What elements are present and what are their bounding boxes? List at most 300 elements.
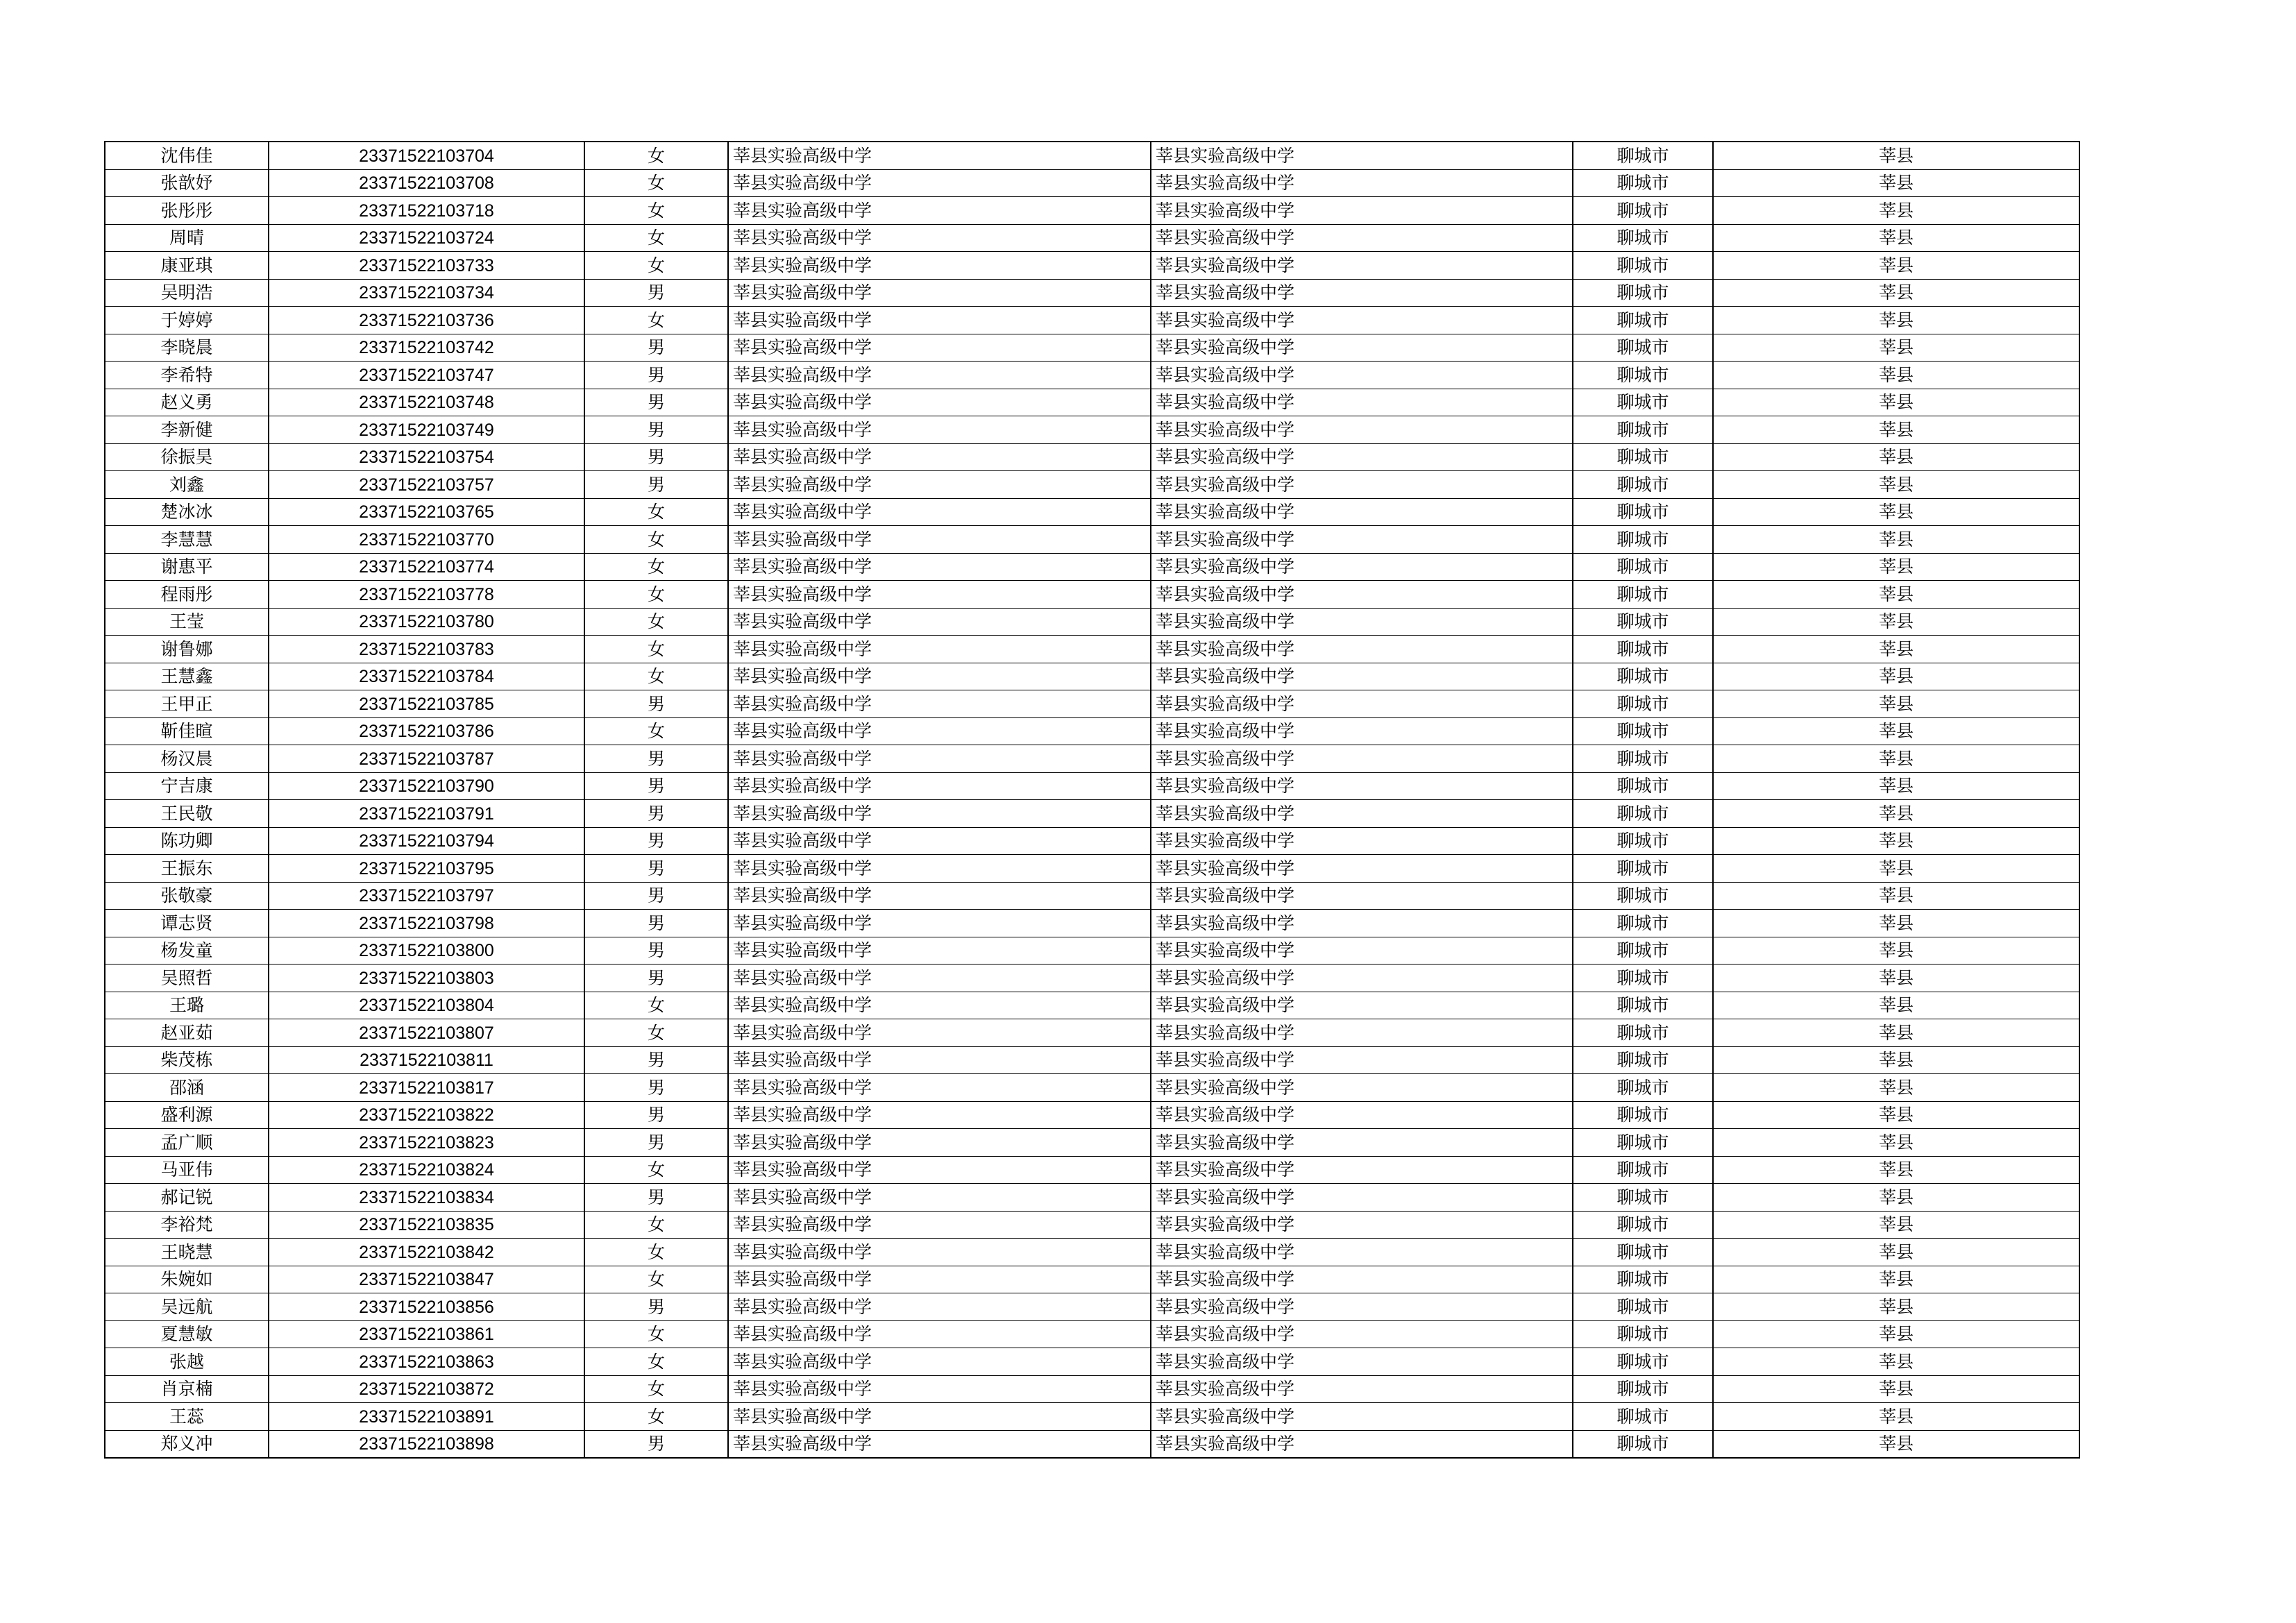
school-cell: 莘县实验高级中学 <box>728 1019 1151 1047</box>
gender-cell: 女 <box>584 1375 728 1403</box>
school-cell: 莘县实验高级中学 <box>728 636 1151 663</box>
table-row <box>105 745 2079 773</box>
student-name-cell: 杨发童 <box>105 937 269 965</box>
table-row <box>105 1156 2079 1184</box>
student-name-cell: 李新健 <box>105 416 269 444</box>
school-cell: 莘县实验高级中学 <box>728 1101 1151 1129</box>
student-name-cell: 王晓慧 <box>105 1239 269 1266</box>
school-cell: 莘县实验高级中学 <box>728 142 1151 169</box>
registration-unit-cell: 莘县实验高级中学 <box>1151 553 1573 581</box>
table-row <box>105 362 2079 389</box>
gender-cell: 男 <box>584 1046 728 1074</box>
school-cell: 莘县实验高级中学 <box>728 553 1151 581</box>
county-cell: 莘县 <box>1713 252 2079 280</box>
table-row <box>105 663 2079 690</box>
exam-id-cell: 23371522103797 <box>269 882 584 910</box>
gender-cell: 男 <box>584 855 728 883</box>
student-name-cell: 张歆妤 <box>105 169 269 197</box>
exam-id-cell: 23371522103842 <box>269 1239 584 1266</box>
gender-cell: 男 <box>584 937 728 965</box>
city-cell: 聊城市 <box>1573 882 1713 910</box>
city-cell: 聊城市 <box>1573 279 1713 307</box>
school-cell: 莘县实验高级中学 <box>728 498 1151 526</box>
student-name-cell: 吴照哲 <box>105 965 269 992</box>
city-cell: 聊城市 <box>1573 1046 1713 1074</box>
exam-id-cell: 23371522103734 <box>269 279 584 307</box>
gender-cell: 女 <box>584 553 728 581</box>
table-row <box>105 1184 2079 1212</box>
county-cell: 莘县 <box>1713 443 2079 471</box>
registration-unit-cell: 莘县实验高级中学 <box>1151 1156 1573 1184</box>
registration-unit-cell: 莘县实验高级中学 <box>1151 526 1573 554</box>
city-cell: 聊城市 <box>1573 1129 1713 1157</box>
county-cell: 莘县 <box>1713 855 2079 883</box>
registration-unit-cell: 莘县实验高级中学 <box>1151 1293 1573 1321</box>
gender-cell: 女 <box>584 1019 728 1047</box>
city-cell: 聊城市 <box>1573 855 1713 883</box>
exam-id-cell: 23371522103861 <box>269 1320 584 1348</box>
table-row <box>105 1239 2079 1266</box>
city-cell: 聊城市 <box>1573 690 1713 718</box>
exam-id-cell: 23371522103822 <box>269 1101 584 1129</box>
student-name-cell: 靳佳暄 <box>105 717 269 745</box>
gender-cell: 女 <box>584 663 728 690</box>
registration-unit-cell: 莘县实验高级中学 <box>1151 1211 1573 1239</box>
exam-id-cell: 23371522103811 <box>269 1046 584 1074</box>
exam-id-cell: 23371522103749 <box>269 416 584 444</box>
gender-cell: 女 <box>584 636 728 663</box>
county-cell: 莘县 <box>1713 1348 2079 1376</box>
student-name-cell: 于婷婷 <box>105 307 269 334</box>
city-cell: 聊城市 <box>1573 307 1713 334</box>
school-cell: 莘县实验高级中学 <box>728 827 1151 855</box>
roster-body <box>105 142 2079 1458</box>
city-cell: 聊城市 <box>1573 745 1713 773</box>
county-cell: 莘县 <box>1713 1184 2079 1212</box>
table-row <box>105 498 2079 526</box>
student-name-cell: 陈功卿 <box>105 827 269 855</box>
school-cell: 莘县实验高级中学 <box>728 1320 1151 1348</box>
county-cell: 莘县 <box>1713 1101 2079 1129</box>
city-cell: 聊城市 <box>1573 389 1713 416</box>
county-cell: 莘县 <box>1713 827 2079 855</box>
school-cell: 莘县实验高级中学 <box>728 362 1151 389</box>
school-cell: 莘县实验高级中学 <box>728 581 1151 609</box>
registration-unit-cell: 莘县实验高级中学 <box>1151 307 1573 334</box>
registration-unit-cell: 莘县实验高级中学 <box>1151 1266 1573 1293</box>
county-cell: 莘县 <box>1713 581 2079 609</box>
county-cell: 莘县 <box>1713 663 2079 690</box>
city-cell: 聊城市 <box>1573 197 1713 225</box>
student-name-cell: 李希特 <box>105 362 269 389</box>
student-name-cell: 盛利源 <box>105 1101 269 1129</box>
registration-unit-cell: 莘县实验高级中学 <box>1151 1320 1573 1348</box>
school-cell: 莘县实验高级中学 <box>728 526 1151 554</box>
city-cell: 聊城市 <box>1573 1293 1713 1321</box>
county-cell: 莘县 <box>1713 937 2079 965</box>
county-cell: 莘县 <box>1713 416 2079 444</box>
table-row <box>105 1293 2079 1321</box>
school-cell: 莘县实验高级中学 <box>728 992 1151 1019</box>
exam-id-cell: 23371522103780 <box>269 608 584 636</box>
school-cell: 莘县实验高级中学 <box>728 307 1151 334</box>
gender-cell: 女 <box>584 498 728 526</box>
school-cell: 莘县实验高级中学 <box>728 1348 1151 1376</box>
table-row <box>105 992 2079 1019</box>
school-cell: 莘县实验高级中学 <box>728 608 1151 636</box>
city-cell: 聊城市 <box>1573 416 1713 444</box>
city-cell: 聊城市 <box>1573 581 1713 609</box>
county-cell: 莘县 <box>1713 1019 2079 1047</box>
city-cell: 聊城市 <box>1573 1211 1713 1239</box>
exam-id-cell: 23371522103803 <box>269 965 584 992</box>
registration-unit-cell: 莘县实验高级中学 <box>1151 608 1573 636</box>
registration-unit-cell: 莘县实验高级中学 <box>1151 882 1573 910</box>
table-row <box>105 1211 2079 1239</box>
county-cell: 莘县 <box>1713 334 2079 362</box>
county-cell: 莘县 <box>1713 745 2079 773</box>
school-cell: 莘县实验高级中学 <box>728 1375 1151 1403</box>
city-cell: 聊城市 <box>1573 334 1713 362</box>
school-cell: 莘县实验高级中学 <box>728 224 1151 252</box>
student-name-cell: 王慧鑫 <box>105 663 269 690</box>
registration-unit-cell: 莘县实验高级中学 <box>1151 1101 1573 1129</box>
student-name-cell: 周晴 <box>105 224 269 252</box>
school-cell: 莘县实验高级中学 <box>728 334 1151 362</box>
registration-unit-cell: 莘县实验高级中学 <box>1151 389 1573 416</box>
exam-id-cell: 23371522103770 <box>269 526 584 554</box>
table-row <box>105 416 2079 444</box>
county-cell: 莘县 <box>1713 224 2079 252</box>
table-row <box>105 937 2079 965</box>
school-cell: 莘县实验高级中学 <box>728 800 1151 828</box>
gender-cell: 男 <box>584 1430 728 1458</box>
student-name-cell: 孟广顺 <box>105 1129 269 1157</box>
gender-cell: 男 <box>584 362 728 389</box>
table-row <box>105 882 2079 910</box>
table-row <box>105 1101 2079 1129</box>
gender-cell: 男 <box>584 389 728 416</box>
student-name-cell: 谢惠平 <box>105 553 269 581</box>
student-name-cell: 李慧慧 <box>105 526 269 554</box>
city-cell: 聊城市 <box>1573 1101 1713 1129</box>
county-cell: 莘县 <box>1713 1156 2079 1184</box>
registration-unit-cell: 莘县实验高级中学 <box>1151 910 1573 937</box>
gender-cell: 女 <box>584 608 728 636</box>
school-cell: 莘县实验高级中学 <box>728 1266 1151 1293</box>
exam-id-cell: 23371522103898 <box>269 1430 584 1458</box>
student-name-cell: 杨汉晨 <box>105 745 269 773</box>
exam-id-cell: 23371522103824 <box>269 1156 584 1184</box>
gender-cell: 女 <box>584 197 728 225</box>
gender-cell: 男 <box>584 279 728 307</box>
registration-unit-cell: 莘县实验高级中学 <box>1151 717 1573 745</box>
gender-cell: 女 <box>584 1320 728 1348</box>
gender-cell: 女 <box>584 307 728 334</box>
registration-unit-cell: 莘县实验高级中学 <box>1151 663 1573 690</box>
county-cell: 莘县 <box>1713 498 2079 526</box>
exam-id-cell: 23371522103748 <box>269 389 584 416</box>
county-cell: 莘县 <box>1713 1046 2079 1074</box>
county-cell: 莘县 <box>1713 717 2079 745</box>
county-cell: 莘县 <box>1713 307 2079 334</box>
exam-id-cell: 23371522103835 <box>269 1211 584 1239</box>
gender-cell: 女 <box>584 224 728 252</box>
exam-id-cell: 23371522103787 <box>269 745 584 773</box>
registration-unit-cell: 莘县实验高级中学 <box>1151 1074 1573 1102</box>
registration-unit-cell: 莘县实验高级中学 <box>1151 992 1573 1019</box>
exam-id-cell: 23371522103754 <box>269 443 584 471</box>
city-cell: 聊城市 <box>1573 1430 1713 1458</box>
gender-cell: 女 <box>584 992 728 1019</box>
city-cell: 聊城市 <box>1573 443 1713 471</box>
student-name-cell: 徐振昊 <box>105 443 269 471</box>
county-cell: 莘县 <box>1713 800 2079 828</box>
registration-unit-cell: 莘县实验高级中学 <box>1151 362 1573 389</box>
exam-id-cell: 23371522103786 <box>269 717 584 745</box>
gender-cell: 女 <box>584 1239 728 1266</box>
county-cell: 莘县 <box>1713 553 2079 581</box>
city-cell: 聊城市 <box>1573 1156 1713 1184</box>
gender-cell: 男 <box>584 1129 728 1157</box>
city-cell: 聊城市 <box>1573 1074 1713 1102</box>
school-cell: 莘县实验高级中学 <box>728 745 1151 773</box>
exam-id-cell: 23371522103863 <box>269 1348 584 1376</box>
city-cell: 聊城市 <box>1573 1266 1713 1293</box>
city-cell: 聊城市 <box>1573 1320 1713 1348</box>
student-name-cell: 王璐 <box>105 992 269 1019</box>
table-row <box>105 526 2079 554</box>
city-cell: 聊城市 <box>1573 636 1713 663</box>
county-cell: 莘县 <box>1713 690 2079 718</box>
city-cell: 聊城市 <box>1573 1019 1713 1047</box>
school-cell: 莘县实验高级中学 <box>728 1074 1151 1102</box>
county-cell: 莘县 <box>1713 1375 2079 1403</box>
table-row <box>105 1019 2079 1047</box>
school-cell: 莘县实验高级中学 <box>728 1046 1151 1074</box>
gender-cell: 女 <box>584 1156 728 1184</box>
gender-cell: 男 <box>584 334 728 362</box>
gender-cell: 男 <box>584 471 728 499</box>
county-cell: 莘县 <box>1713 1403 2079 1431</box>
table-row <box>105 1430 2079 1458</box>
registration-unit-cell: 莘县实验高级中学 <box>1151 197 1573 225</box>
student-name-cell: 李晓晨 <box>105 334 269 362</box>
table-row <box>105 608 2079 636</box>
county-cell: 莘县 <box>1713 1129 2079 1157</box>
gender-cell: 男 <box>584 772 728 800</box>
table-row <box>105 307 2079 334</box>
school-cell: 莘县实验高级中学 <box>728 1403 1151 1431</box>
table-row <box>105 772 2079 800</box>
registration-unit-cell: 莘县实验高级中学 <box>1151 965 1573 992</box>
city-cell: 聊城市 <box>1573 142 1713 169</box>
table-row <box>105 1266 2079 1293</box>
table-row <box>105 443 2079 471</box>
registration-unit-cell: 莘县实验高级中学 <box>1151 1348 1573 1376</box>
county-cell: 莘县 <box>1713 608 2079 636</box>
school-cell: 莘县实验高级中学 <box>728 1129 1151 1157</box>
exam-id-cell: 23371522103747 <box>269 362 584 389</box>
county-cell: 莘县 <box>1713 197 2079 225</box>
table-row <box>105 224 2079 252</box>
gender-cell: 男 <box>584 965 728 992</box>
exam-id-cell: 23371522103834 <box>269 1184 584 1212</box>
table-row <box>105 1046 2079 1074</box>
gender-cell: 女 <box>584 1348 728 1376</box>
exam-id-cell: 23371522103795 <box>269 855 584 883</box>
exam-id-cell: 23371522103736 <box>269 307 584 334</box>
gender-cell: 男 <box>584 690 728 718</box>
student-name-cell: 吴远航 <box>105 1293 269 1321</box>
city-cell: 聊城市 <box>1573 471 1713 499</box>
student-name-cell: 谢鲁娜 <box>105 636 269 663</box>
student-name-cell: 王甲正 <box>105 690 269 718</box>
table-row <box>105 1074 2079 1102</box>
registration-unit-cell: 莘县实验高级中学 <box>1151 937 1573 965</box>
registration-unit-cell: 莘县实验高级中学 <box>1151 1430 1573 1458</box>
school-cell: 莘县实验高级中学 <box>728 197 1151 225</box>
gender-cell: 女 <box>584 142 728 169</box>
city-cell: 聊城市 <box>1573 252 1713 280</box>
county-cell: 莘县 <box>1713 1320 2079 1348</box>
table-row <box>105 169 2079 197</box>
exam-id-cell: 23371522103783 <box>269 636 584 663</box>
county-cell: 莘县 <box>1713 992 2079 1019</box>
exam-id-cell: 23371522103807 <box>269 1019 584 1047</box>
student-name-cell: 王民敬 <box>105 800 269 828</box>
school-cell: 莘县实验高级中学 <box>728 855 1151 883</box>
student-roster-table <box>104 141 2080 1459</box>
city-cell: 聊城市 <box>1573 224 1713 252</box>
registration-unit-cell: 莘县实验高级中学 <box>1151 279 1573 307</box>
registration-unit-cell: 莘县实验高级中学 <box>1151 224 1573 252</box>
exam-id-cell: 23371522103804 <box>269 992 584 1019</box>
table-row <box>105 636 2079 663</box>
student-name-cell: 沈伟佳 <box>105 142 269 169</box>
exam-id-cell: 23371522103817 <box>269 1074 584 1102</box>
registration-unit-cell: 莘县实验高级中学 <box>1151 169 1573 197</box>
county-cell: 莘县 <box>1713 882 2079 910</box>
exam-id-cell: 23371522103704 <box>269 142 584 169</box>
exam-id-cell: 23371522103778 <box>269 581 584 609</box>
city-cell: 聊城市 <box>1573 772 1713 800</box>
city-cell: 聊城市 <box>1573 526 1713 554</box>
table-row <box>105 1348 2079 1376</box>
table-row <box>105 965 2079 992</box>
registration-unit-cell: 莘县实验高级中学 <box>1151 471 1573 499</box>
student-name-cell: 康亚琪 <box>105 252 269 280</box>
exam-id-cell: 23371522103798 <box>269 910 584 937</box>
city-cell: 聊城市 <box>1573 498 1713 526</box>
city-cell: 聊城市 <box>1573 827 1713 855</box>
city-cell: 聊城市 <box>1573 608 1713 636</box>
gender-cell: 男 <box>584 443 728 471</box>
table-row <box>105 471 2079 499</box>
gender-cell: 男 <box>584 1074 728 1102</box>
table-row <box>105 690 2079 718</box>
table-row <box>105 910 2079 937</box>
school-cell: 莘县实验高级中学 <box>728 1184 1151 1212</box>
registration-unit-cell: 莘县实验高级中学 <box>1151 855 1573 883</box>
table-row <box>105 1129 2079 1157</box>
student-name-cell: 吴明浩 <box>105 279 269 307</box>
student-name-cell: 程雨彤 <box>105 581 269 609</box>
table-row <box>105 1320 2079 1348</box>
student-name-cell: 李裕梵 <box>105 1211 269 1239</box>
registration-unit-cell: 莘县实验高级中学 <box>1151 1019 1573 1047</box>
school-cell: 莘县实验高级中学 <box>728 937 1151 965</box>
student-name-cell: 马亚伟 <box>105 1156 269 1184</box>
registration-unit-cell: 莘县实验高级中学 <box>1151 1184 1573 1212</box>
gender-cell: 男 <box>584 1293 728 1321</box>
exam-id-cell: 23371522103847 <box>269 1266 584 1293</box>
gender-cell: 男 <box>584 416 728 444</box>
county-cell: 莘县 <box>1713 362 2079 389</box>
student-name-cell: 王蕊 <box>105 1403 269 1431</box>
exam-id-cell: 23371522103718 <box>269 197 584 225</box>
school-cell: 莘县实验高级中学 <box>728 252 1151 280</box>
gender-cell: 女 <box>584 581 728 609</box>
city-cell: 聊城市 <box>1573 717 1713 745</box>
city-cell: 聊城市 <box>1573 992 1713 1019</box>
registration-unit-cell: 莘县实验高级中学 <box>1151 690 1573 718</box>
gender-cell: 男 <box>584 910 728 937</box>
county-cell: 莘县 <box>1713 910 2079 937</box>
school-cell: 莘县实验高级中学 <box>728 416 1151 444</box>
city-cell: 聊城市 <box>1573 1375 1713 1403</box>
gender-cell: 女 <box>584 252 728 280</box>
county-cell: 莘县 <box>1713 169 2079 197</box>
school-cell: 莘县实验高级中学 <box>728 1293 1151 1321</box>
county-cell: 莘县 <box>1713 1293 2079 1321</box>
exam-id-cell: 23371522103872 <box>269 1375 584 1403</box>
exam-id-cell: 23371522103823 <box>269 1129 584 1157</box>
gender-cell: 女 <box>584 1211 728 1239</box>
gender-cell: 男 <box>584 800 728 828</box>
city-cell: 聊城市 <box>1573 1348 1713 1376</box>
city-cell: 聊城市 <box>1573 553 1713 581</box>
registration-unit-cell: 莘县实验高级中学 <box>1151 443 1573 471</box>
student-name-cell: 刘鑫 <box>105 471 269 499</box>
school-cell: 莘县实验高级中学 <box>728 1156 1151 1184</box>
school-cell: 莘县实验高级中学 <box>728 965 1151 992</box>
county-cell: 莘县 <box>1713 636 2079 663</box>
registration-unit-cell: 莘县实验高级中学 <box>1151 1375 1573 1403</box>
registration-unit-cell: 莘县实验高级中学 <box>1151 1403 1573 1431</box>
county-cell: 莘县 <box>1713 1430 2079 1458</box>
exam-id-cell: 23371522103757 <box>269 471 584 499</box>
student-name-cell: 张彤彤 <box>105 197 269 225</box>
exam-id-cell: 23371522103765 <box>269 498 584 526</box>
registration-unit-cell: 莘县实验高级中学 <box>1151 1239 1573 1266</box>
student-name-cell: 夏慧敏 <box>105 1320 269 1348</box>
table-row <box>105 197 2079 225</box>
county-cell: 莘县 <box>1713 142 2079 169</box>
school-cell: 莘县实验高级中学 <box>728 910 1151 937</box>
student-name-cell: 赵亚茹 <box>105 1019 269 1047</box>
city-cell: 聊城市 <box>1573 800 1713 828</box>
exam-id-cell: 23371522103708 <box>269 169 584 197</box>
city-cell: 聊城市 <box>1573 1403 1713 1431</box>
table-row <box>105 800 2079 828</box>
city-cell: 聊城市 <box>1573 169 1713 197</box>
registration-unit-cell: 莘县实验高级中学 <box>1151 636 1573 663</box>
exam-id-cell: 23371522103800 <box>269 937 584 965</box>
exam-id-cell: 23371522103794 <box>269 827 584 855</box>
school-cell: 莘县实验高级中学 <box>728 663 1151 690</box>
registration-unit-cell: 莘县实验高级中学 <box>1151 142 1573 169</box>
